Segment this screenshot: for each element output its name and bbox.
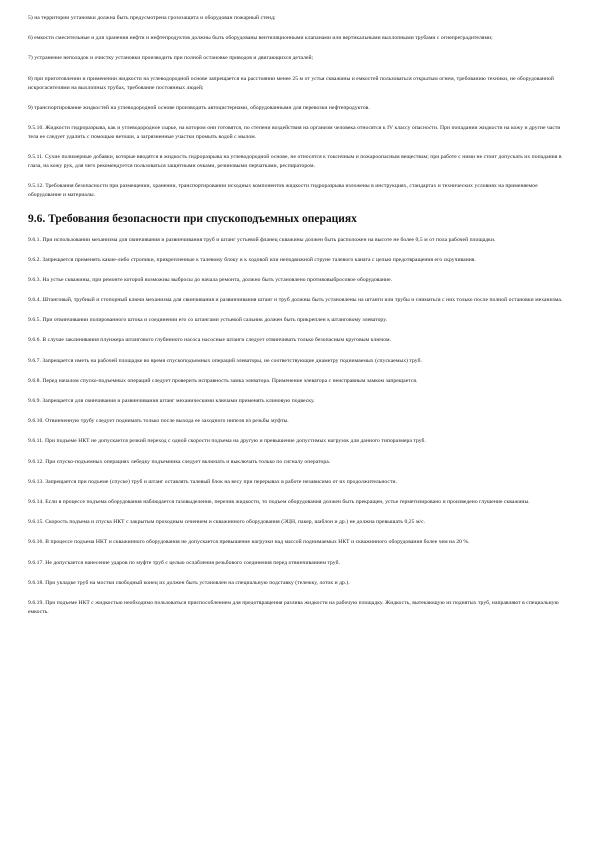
clause-9-6-12: 9.6.12. При спуско-подъемных операциях лебедку подъемника следует включать и выключать только по сигналу оператора. [28, 458, 331, 465]
clause-9-6-2: 9.6.2. Запрещается применять какие-либо стропики, прикрепленные к талевому блоку и к ходовой или неподвижной струне талевого каната с целью предотвращения его скручивания. [28, 256, 476, 263]
clause-9-6-18: 9.6.18. При укладке труб на мостки свободный конец их должен быть установлен на специальную подставку (тележку, лоток и др.). [28, 579, 350, 586]
clause-9-6-3: 9.6.3. На устье скважины, при ремонте которой возможны выбросы до начала ремонта, должно быть установлено противовыбросовое оборудование. [28, 276, 393, 283]
clause-9-6-16: 9.6.16. В процессе подъема НКТ и скважинного оборудования не допускается превышение нагрузки над массой поднимаемых НКТ и скважинного оборудования более чем на 20 %. [28, 539, 470, 546]
section-heading: 9.6. Требования безопасности при спускоподъемных операциях [28, 212, 357, 225]
clause-9-5-11: 9.5.11. Сухие полимерные добавки, которые вводятся в жидкость гидроразрыва на углеводородной основе, не относятся к токсичным и пожароопасным веществам; при работе с ними не стоит допускать их попадания в глаза, на кожу рук, для чего рекомендуется пользоваться защитными очками, резиновыми перчатками, респиратором. [28, 154, 562, 170]
clause-9-6-9: 9.6.9. Запрещается для свинчивания и развинчивания штанг механическими ключами применять клиновую подвеску. [28, 398, 315, 404]
section-tripping-operations [28, 236, 567, 617]
list-item-7: 7) устранение неполадок и очистку установки производить при полной остановке приводов и двигающихся деталей; [28, 55, 314, 62]
clause-9-6-15: 9.6.15. Скорость подъема и спуска НКТ с закрытым проходным сечением и скважинного оборудования (ЭЦН, пакер, шаблон и др.) не должна превышать 0,25 м/с. [28, 519, 426, 526]
clause-9-5-12: 9.5.12. Требования безопасности при размещении, хранении, транспортировании исходных компонентов жидкости гидроразрыва изложены в инструкциях, стандартах и технических условиях на применяемое оборудование и материалы. [28, 183, 538, 199]
list-item-6: 6) емкости смесительные и для хранения нефти и нефтепродуктов должны быть оборудованы вентиляционными клапанами или вертикальными выхлопными трубами с огнепреградителями; [28, 35, 493, 42]
clause-9-6-19: 9.6.19. При подъеме НКТ с жидкостью необходимо пользоваться приспособлением для предотвращения разлива жидкости на рабочую площадку. Жидкость, вытекающую из поднятых труб, направляют в специальную емкость. [28, 599, 559, 615]
clause-9-6-17: 9.6.17. Не допускается нанесение ударов по муфте труб с целью ослабления резьбового соединения перед отвинчиванием труб. [28, 559, 340, 566]
clause-9-6-14: 9.6.14. Если в процессе подъема оборудования наблюдается газовыделение, перелив жидкости, то подъем оборудования должен быть прекращен, устье герметизировано и произведено глушение скважины. [28, 498, 530, 505]
clause-9-6-11: 9.6.11. При подъеме НКТ не допускается резкий переход с одной скорости подъема на другую и превышение допустимых нагрузок для данного типоразмера труб. [28, 438, 426, 445]
clause-9-6-1: 9.6.1. При использовании механизма для свинчивания и развинчивания труб и штанг устьевой фланец скважины должен быть расположен на высоте не более 0,5 м от пола рабочей площадки. [28, 236, 496, 243]
list-item-5: 5) на территории установки должна быть предусмотрена грозозащита и оборудован пожарный стенд; [28, 15, 276, 21]
list-item-8: 8) при приготовлении и применении жидкости на углеводородной основе запрещается на расстоянии менее 25 м от устья скважины и емкостей пользоваться открытым огнем, требованию техники, не оборудованной искрогасителями на выхлопных трубах, требование постоянных людей; [28, 75, 554, 91]
list-item-9: 9) транспортирование жидкостей на углеводородной основе производить автоцистернами, оборудованными для перевозки нефтепродуктов. [28, 104, 370, 111]
clause-9-6-6: 9.6.6. В случае заклинивания плунжера штангового глубинного насоса насосные штанги следует отвинчивать только безопасным круговым ключом. [28, 337, 392, 344]
clause-9-6-13: 9.6.13. Запрещается при подъеме (спуске) труб и штанг оставлять талевый блок на весу при перерывах в работе независимо от их продолжительности. [28, 478, 397, 485]
clause-9-6-8: 9.6.8. Перед началом спуско-подъемных операций следует проверить исправность замка элеватора. Применение элеватора с неисправным замком запрещается. [28, 377, 418, 384]
clause-9-6-5: 9.6.5. При отвинчивании полированного штока и соединении его со штангами устьевой сальник должен быть прикреплен к штанговому элеватору. [28, 317, 387, 324]
clause-9-6-4: 9.6.4. Штанговый, трубный и стопорный ключи механизма для свинчивания и развинчивания штанг и труб должны быть установлены на штанги или трубы и сниматься с них только после полной остановки механизма. [28, 297, 563, 304]
clause-9-6-7: 9.6.7. Запрещается иметь на рабочей площадке во время спускоподъемных операций элеваторы, не соответствующие диаметру поднимаемых (спускаемых) труб. [28, 357, 422, 364]
clause-9-5-10: 9.5.10. Жидкости гидроразрыва, как и углеводородное сырье, на котором они готовятся, по степени воздействия на организм человека относятся к IV классу опасности. При попадании жидкости на кожу и другие части тела ее следует удалить с помощью ветоши, а загрязненные участки промыть водой с мылом. [28, 124, 561, 140]
section-previous-requirements [28, 14, 567, 200]
clause-9-6-10: 9.6.10. Отвинченную трубу следует поднимать только после выхода ее заходного нипеля из резьбы муфты. [28, 418, 289, 425]
